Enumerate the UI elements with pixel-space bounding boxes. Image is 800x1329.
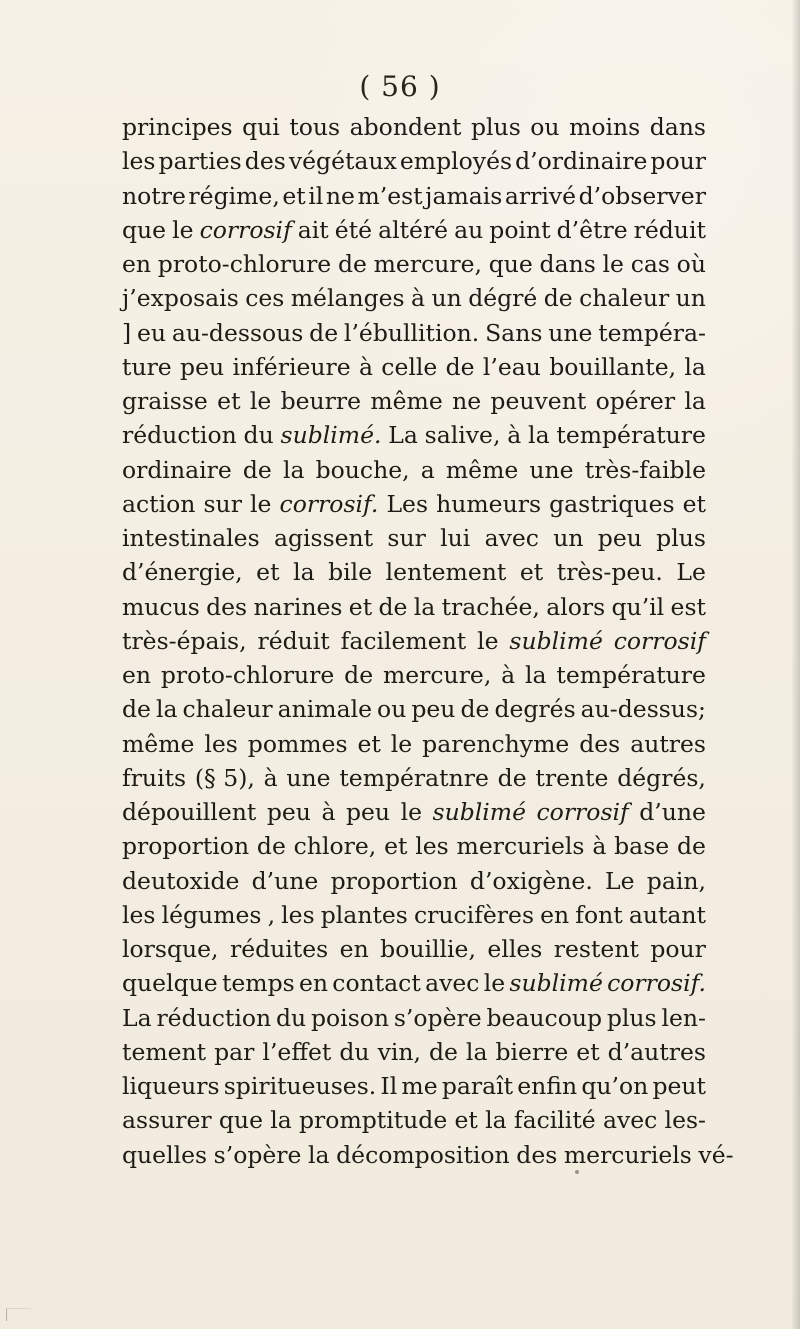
text-word: avec xyxy=(484,524,539,552)
text-word: Le xyxy=(605,866,635,895)
text-word: quelque xyxy=(122,969,218,998)
text-word: un xyxy=(431,284,462,313)
text-word: La xyxy=(388,421,418,450)
text-word: le xyxy=(249,387,272,415)
text-word: chaleur xyxy=(182,695,273,724)
text-word: gastriques xyxy=(549,489,675,518)
text-word: même xyxy=(122,729,195,758)
text-word: quelles xyxy=(122,1140,208,1169)
text-line xyxy=(122,487,706,521)
text-word: ou xyxy=(530,113,560,141)
text-word: au-dessous xyxy=(171,318,304,347)
text-word: sur xyxy=(387,524,426,552)
text-word: de xyxy=(428,1037,458,1066)
text-word: régime, xyxy=(188,181,280,210)
text-word: fruits xyxy=(122,763,187,792)
text-word: abondent xyxy=(349,113,462,141)
text-word: mercuriels xyxy=(456,832,585,861)
text-word: de xyxy=(344,661,374,689)
text-word: les xyxy=(122,147,156,176)
text-word: agissent xyxy=(273,524,374,552)
text-word: tous xyxy=(289,113,341,141)
text-word: que xyxy=(122,215,167,244)
text-word: bierre xyxy=(495,1037,569,1066)
text-word: réduction xyxy=(122,421,237,450)
text-word: de xyxy=(242,455,272,484)
text-word: lui xyxy=(440,524,471,552)
text-word: d’observer xyxy=(578,181,706,210)
text-word: temps xyxy=(221,969,295,998)
text-word: du xyxy=(243,421,274,450)
text-word: à xyxy=(263,763,278,792)
text-word: il xyxy=(308,181,324,210)
text-word: même xyxy=(370,387,443,415)
text-word: notre xyxy=(122,181,186,210)
text-word: principes xyxy=(122,113,233,141)
text-word: corrosif xyxy=(199,215,292,244)
text-word: deutoxide xyxy=(122,866,240,895)
text-word: la xyxy=(155,695,178,724)
text-word: et xyxy=(256,558,280,587)
text-word: et xyxy=(217,387,241,415)
text-word: ne xyxy=(325,181,355,210)
text-word: de xyxy=(676,832,706,861)
text-line xyxy=(122,350,706,384)
text-word: ait xyxy=(297,215,329,244)
text-word: du xyxy=(275,1003,307,1032)
text-word: peu xyxy=(411,695,456,724)
text-word: pain, xyxy=(646,866,706,895)
text-word: beaucoup xyxy=(486,1003,603,1032)
text-word: en xyxy=(339,935,369,963)
text-word: intestinales xyxy=(122,524,260,552)
page-edge-shadow xyxy=(792,0,800,1329)
text-word: dans xyxy=(539,250,596,278)
text-word: mercure, xyxy=(373,250,482,278)
text-word: chlore, xyxy=(293,832,377,861)
text-word: la xyxy=(282,455,305,484)
text-word: la xyxy=(293,558,315,587)
text-word: altéré xyxy=(378,215,449,244)
text-word: font xyxy=(575,900,623,929)
text-word: proportion xyxy=(122,832,250,861)
text-word: dans xyxy=(649,113,706,141)
text-word: de xyxy=(497,763,527,792)
text-line xyxy=(122,624,706,658)
text-word: très-épais, xyxy=(122,626,247,655)
text-word: et xyxy=(357,729,381,758)
text-word: et xyxy=(384,832,408,861)
text-word: pommes xyxy=(247,729,348,758)
text-word: l’eau xyxy=(482,352,541,381)
text-word: le xyxy=(390,729,413,758)
text-word: d’une xyxy=(639,798,706,826)
text-word: de xyxy=(445,352,475,381)
text-word: arrivé xyxy=(504,181,577,210)
text-word: d’énergie, xyxy=(122,558,243,587)
text-line xyxy=(122,864,706,898)
text-line xyxy=(122,795,706,829)
text-word: que xyxy=(218,1106,263,1135)
text-word: mercuriels xyxy=(563,1140,692,1169)
text-word: liqueurs xyxy=(122,1072,220,1100)
text-word: sur xyxy=(203,489,242,518)
text-word: végétaux xyxy=(288,147,397,176)
text-word: en xyxy=(122,250,152,278)
text-word: assurer xyxy=(122,1106,212,1135)
text-word: Le xyxy=(676,558,706,587)
page-number: ( 56 ) xyxy=(359,70,441,103)
text-word: d’une xyxy=(251,866,319,895)
text-line xyxy=(122,761,706,795)
text-word: la xyxy=(270,1106,292,1135)
text-word: température xyxy=(556,421,706,450)
text-word: le xyxy=(602,250,624,278)
text-word: poison xyxy=(310,1003,390,1032)
text-word: des xyxy=(244,147,286,176)
text-word: à xyxy=(321,798,336,826)
text-word: le xyxy=(483,969,506,998)
text-word: alors xyxy=(546,592,606,621)
text-word: lentement xyxy=(385,558,507,587)
text-word: de xyxy=(378,592,408,621)
text-word: mercure, xyxy=(382,661,492,689)
text-word: tement xyxy=(122,1037,207,1066)
text-word: promptitude xyxy=(299,1106,448,1135)
text-word: pour xyxy=(650,935,706,963)
text-word: en xyxy=(122,661,152,689)
text-word: un xyxy=(675,284,706,313)
text-word: Sans xyxy=(485,318,543,347)
text-word: ou xyxy=(377,695,407,724)
text-word: de xyxy=(543,284,573,313)
text-word: proto-chlorure xyxy=(157,250,332,278)
ink-dot xyxy=(575,1170,579,1174)
text-word: narines xyxy=(253,592,343,621)
text-word: a xyxy=(420,455,435,484)
text-word: trachée, xyxy=(441,592,540,621)
text-word: celle xyxy=(381,352,438,381)
text-word: m’est xyxy=(357,181,423,210)
text-word: de xyxy=(309,318,339,347)
text-word: ture xyxy=(122,352,172,381)
text-word: autres xyxy=(630,729,706,758)
text-word: le xyxy=(172,215,194,244)
text-word: beurre xyxy=(280,387,362,415)
text-word: réduit xyxy=(633,215,706,244)
text-word: corrosif. xyxy=(279,489,379,518)
text-word: est xyxy=(670,592,706,621)
text-line xyxy=(122,453,706,487)
text-line xyxy=(122,898,706,932)
text-word: opérer xyxy=(595,387,676,415)
text-word: s’opère xyxy=(213,1140,302,1169)
text-word: en xyxy=(298,969,329,998)
text-word: où xyxy=(676,250,706,278)
text-word: les xyxy=(122,900,156,929)
text-word: à xyxy=(501,661,516,689)
text-word: tempéra- xyxy=(598,318,706,347)
text-word: s’opère xyxy=(393,1003,482,1032)
text-word: humeurs xyxy=(436,489,541,518)
text-word: dégrés, xyxy=(617,763,706,792)
text-word: La xyxy=(122,1003,152,1032)
text-word: l’effet xyxy=(262,1037,332,1066)
text-word: d’autres xyxy=(607,1037,706,1066)
text-word: peu xyxy=(180,352,225,381)
text-line xyxy=(122,179,706,213)
text-line xyxy=(122,727,706,761)
text-word: peut xyxy=(652,1072,706,1100)
text-word: ] xyxy=(122,318,132,347)
text-line xyxy=(122,692,706,726)
text-word: corrosif. xyxy=(607,969,706,998)
text-line xyxy=(122,555,706,589)
text-word: décomposition xyxy=(336,1140,510,1169)
text-word: employés xyxy=(399,147,513,176)
text-word: facilité xyxy=(513,1106,596,1135)
text-word: plus xyxy=(606,1003,657,1032)
text-word: salive, xyxy=(424,421,501,450)
text-word: ne xyxy=(452,387,482,415)
text-line xyxy=(122,110,706,144)
text-word: la xyxy=(308,1140,330,1169)
text-word: à xyxy=(592,832,607,861)
text-word: parenchyme xyxy=(422,729,570,758)
text-word: au xyxy=(454,215,484,244)
text-line xyxy=(122,590,706,624)
text-word: très-peu. xyxy=(556,558,663,587)
text-word: peuvent xyxy=(490,387,587,415)
text-word: proportion xyxy=(330,866,458,895)
text-word: des xyxy=(206,592,248,621)
text-word: les xyxy=(415,832,449,861)
text-word: la xyxy=(684,387,706,415)
text-word: eu xyxy=(136,318,167,347)
text-word: Il xyxy=(380,1072,398,1100)
text-word: sublimé. xyxy=(280,421,382,450)
text-word: dépouillent xyxy=(122,798,257,826)
text-word: parties xyxy=(158,147,242,176)
text-word: une xyxy=(529,455,574,484)
text-line xyxy=(122,316,706,350)
text-word: légumes xyxy=(161,900,262,929)
text-word: mucus xyxy=(122,592,200,621)
text-word: très-faible xyxy=(584,455,706,484)
text-word: même xyxy=(445,455,519,484)
text-word: corrosif xyxy=(536,798,629,826)
text-line xyxy=(122,281,706,315)
text-line xyxy=(122,966,706,1000)
text-word: la xyxy=(525,661,547,689)
text-word: me xyxy=(401,1072,438,1100)
text-word: la xyxy=(485,1106,507,1135)
text-word: degrés xyxy=(494,695,576,724)
text-word: (§ 5), xyxy=(194,763,255,792)
text-word: bouillie, xyxy=(380,935,476,963)
text-word: de xyxy=(122,695,151,724)
text-word: graisse xyxy=(122,387,208,415)
text-word: par xyxy=(214,1037,255,1066)
text-line xyxy=(122,658,706,692)
text-word: températnre xyxy=(339,763,489,792)
text-word: bouche, xyxy=(315,455,410,484)
text-word: restent xyxy=(553,935,639,963)
text-word: facilement xyxy=(340,626,467,655)
text-word: un xyxy=(553,524,584,552)
text-word: la xyxy=(465,1037,488,1066)
text-word: le xyxy=(477,626,499,655)
text-line xyxy=(122,521,706,555)
text-word: et xyxy=(576,1037,600,1066)
text-word: avec xyxy=(602,1106,658,1135)
text-word: des xyxy=(579,729,621,758)
text-word: température xyxy=(556,661,706,689)
text-word: peu xyxy=(597,524,642,552)
text-word: sublimé xyxy=(509,969,603,998)
text-word: la xyxy=(413,592,436,621)
text-word: d’ordinaire xyxy=(515,147,648,176)
text-word: bouillante, xyxy=(549,352,677,381)
text-word: ces xyxy=(245,284,285,313)
text-word: que xyxy=(488,250,533,278)
text-word: les xyxy=(281,900,315,929)
text-word: qu’on xyxy=(581,1072,649,1100)
text-word: une xyxy=(286,763,331,792)
text-word: mélanges xyxy=(290,284,405,313)
text-word: les xyxy=(204,729,238,758)
text-word: Les xyxy=(386,489,429,518)
text-word: vin, xyxy=(377,1037,421,1066)
text-word: contact xyxy=(332,969,421,998)
text-word: réduit xyxy=(257,626,330,655)
text-word: le xyxy=(250,489,272,518)
text-word: pour xyxy=(650,147,706,176)
text-line xyxy=(122,247,706,281)
text-word: , xyxy=(267,900,276,929)
text-word: base xyxy=(614,832,670,861)
page-corner-mark xyxy=(6,1308,31,1321)
text-word: animale xyxy=(277,695,373,724)
text-word: autant xyxy=(628,900,706,929)
text-word: et xyxy=(682,489,706,518)
text-word: elles xyxy=(487,935,543,963)
text-word: bile xyxy=(328,558,373,587)
text-word: enfin xyxy=(517,1072,578,1100)
text-line xyxy=(122,1069,706,1103)
text-word: qu’il xyxy=(611,592,665,621)
text-word: plus xyxy=(471,113,521,141)
text-word: len- xyxy=(661,1003,706,1032)
text-word: et xyxy=(282,181,306,210)
text-word: la xyxy=(684,352,706,381)
text-line xyxy=(122,1103,706,1137)
text-word: sublimé xyxy=(432,798,526,826)
text-line xyxy=(122,213,706,247)
text-word: la xyxy=(528,421,550,450)
text-word: de xyxy=(256,832,286,861)
text-word: les- xyxy=(664,1106,706,1135)
body-text xyxy=(122,110,734,1172)
text-word: cas xyxy=(630,250,670,278)
text-word: corrosif xyxy=(613,626,706,655)
text-word: vé- xyxy=(698,1140,734,1169)
text-word: chaleur xyxy=(579,284,670,313)
text-line xyxy=(122,1035,706,1069)
text-word: au-dessus; xyxy=(580,695,706,724)
text-word: qui xyxy=(242,113,280,141)
text-word: l’ébullition. xyxy=(343,318,480,347)
text-word: du xyxy=(339,1037,370,1066)
text-word: sublimé xyxy=(509,626,603,655)
text-word: lorsque, xyxy=(122,935,219,963)
text-line xyxy=(122,829,706,863)
text-word: point xyxy=(489,215,551,244)
text-word: le xyxy=(400,798,423,826)
text-line xyxy=(122,1138,734,1172)
text-word: et xyxy=(519,558,544,587)
text-word: été xyxy=(334,215,373,244)
text-word: peu xyxy=(345,798,391,826)
text-word: réduites xyxy=(229,935,329,963)
text-word: j’exposais xyxy=(122,284,239,313)
text-line xyxy=(122,418,706,452)
text-line xyxy=(122,384,706,418)
text-word: d’être xyxy=(556,215,628,244)
text-word: réduction xyxy=(156,1003,272,1032)
text-word: inférieure xyxy=(232,352,351,381)
text-word: plus xyxy=(656,524,706,552)
text-word: en xyxy=(540,900,570,929)
text-line xyxy=(122,144,706,178)
text-word: de xyxy=(337,250,367,278)
text-word: spiritueuses. xyxy=(223,1072,377,1100)
text-word: plantes xyxy=(320,900,408,929)
text-word: d’oxigène. xyxy=(469,866,593,895)
text-word: moins xyxy=(569,113,641,141)
text-word: trente xyxy=(535,763,609,792)
text-word: de xyxy=(460,695,490,724)
text-word: jamais xyxy=(425,181,503,210)
text-word: une xyxy=(548,318,593,347)
text-word: dégré xyxy=(468,284,538,313)
text-word: à xyxy=(358,352,373,381)
text-word: proto-chlorure xyxy=(160,661,335,689)
text-word: paraît xyxy=(441,1072,514,1100)
text-word: à xyxy=(507,421,522,450)
text-word: des xyxy=(516,1140,558,1169)
text-line xyxy=(122,932,706,966)
text-word: ordinaire xyxy=(122,455,232,484)
text-word: à xyxy=(411,284,426,313)
text-word: et xyxy=(348,592,373,621)
text-word: peu xyxy=(266,798,311,826)
text-word: crucifères xyxy=(413,900,534,929)
text-word: action xyxy=(122,489,196,518)
text-word: avec xyxy=(425,969,480,998)
text-word: et xyxy=(454,1106,478,1135)
text-line xyxy=(122,1001,706,1035)
